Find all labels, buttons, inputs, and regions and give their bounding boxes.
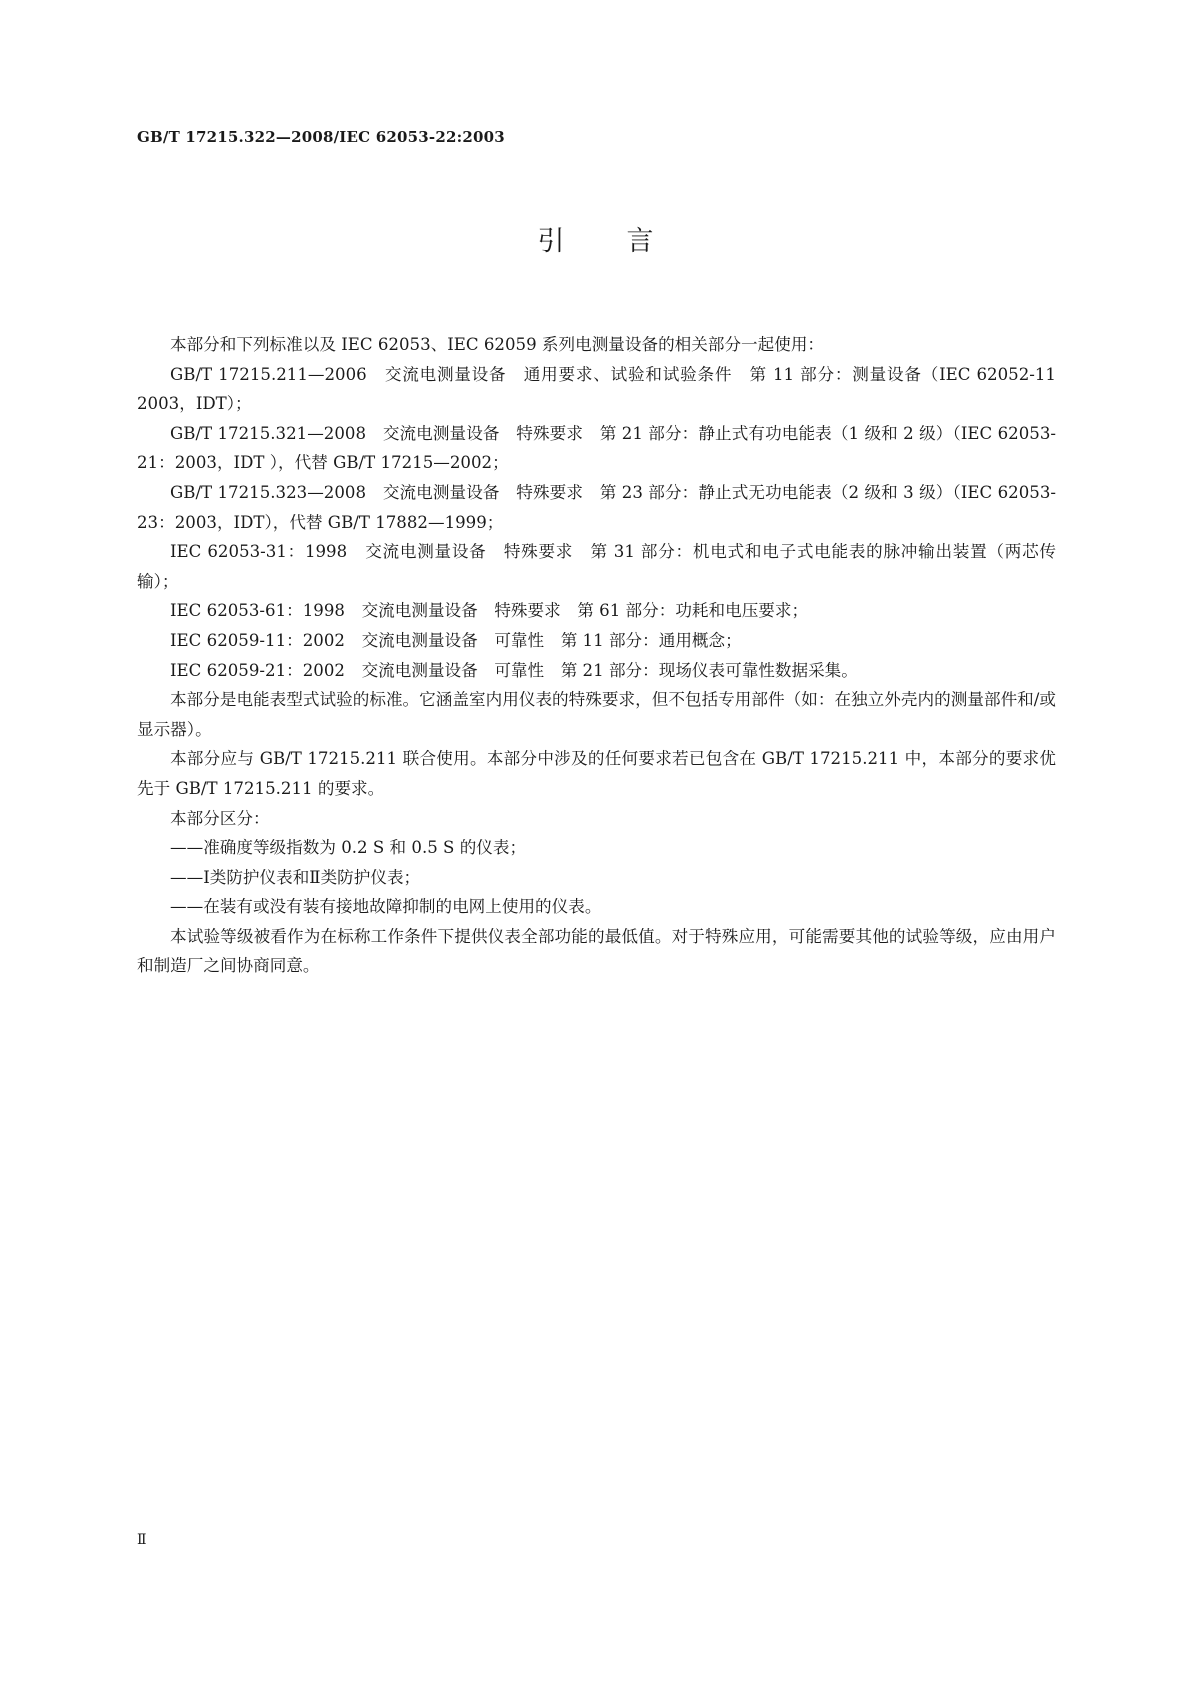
reference-item: IEC 62053-31：1998 交流电测量设备 特殊要求 第 31 部分：机电式和电子式电能表的脉冲输出装置（两芯传输）； (137, 542, 1056, 591)
reference-item: IEC 62059-11：2002 交流电测量设备 可靠性 第 11 部分：通用概念； (170, 630, 742, 650)
page-number: Ⅱ (137, 1532, 147, 1548)
reference-item: GB/T 17215.323—2008 交流电测量设备 特殊要求 第 23 部分：静止式无功电能表（2 级和 3 级）（IEC 62053-23：2003，IDT），代替 GB/T 17882—1999； (137, 482, 1056, 532)
list-item: ——Ⅰ类防护仪表和Ⅱ类防护仪表； (170, 867, 421, 887)
reference-item: GB/T 17215.321—2008 交流电测量设备 特殊要求 第 21 部分：静止式有功电能表（1 级和 2 级）（IEC 62053-21：2003，IDT ），代替 GB/T 17215—2002； (137, 423, 1056, 473)
reference-item: IEC 62059-21：2002 交流电测量设备 可靠性 第 21 部分：现场仪表可靠性数据采集。 (170, 660, 858, 680)
standard-number-header: GB/T 17215.322—2008/IEC 62053-22:2003 (137, 128, 505, 146)
paragraph-scope: 本部分是电能表型式试验的标准。它涵盖室内用仪表的特殊要求，但不包括专用部件（如：在独立外壳内的测量部件和/或显示器）。 (137, 690, 1056, 739)
list-item: ——在装有或没有装有接地故障抑制的电网上使用的仪表。 (170, 897, 602, 917)
reference-item: IEC 62053-61：1998 交流电测量设备 特殊要求 第 61 部分：功耗和电压要求； (170, 601, 809, 621)
paragraph-distinction: 本部分区分： (170, 808, 270, 828)
page-title (0, 228, 1191, 255)
paragraph-intro: 本部分和下列标准以及 IEC 62053、IEC 62059 系列电测量设备的相关部分一起使用： (170, 335, 825, 354)
reference-item: GB/T 17215.211—2006 交流电测量设备 通用要求、试验和试验条件 第 11 部分：测量设备（IEC 62052-11 2003，IDT）； (137, 364, 1056, 414)
title-char-1: 引 (537, 226, 565, 257)
paragraph-test-level: 本试验等级被看作为在标称工作条件下提供仪表全部功能的最低值。对于特殊应用，可能需要其他的试验等级，应由用户和制造厂之间协商同意。 (137, 926, 1056, 976)
title-char-2: 言 (626, 226, 654, 257)
paragraph-usage: 本部分应与 GB/T 17215.211 联合使用。本部分中涉及的任何要求若已包含在 GB/T 17215.211 中，本部分的要求优先于 GB/T 17215.211 的要求。 (137, 749, 1056, 798)
list-item: ——准确度等级指数为 0.2 S 和 0.5 S 的仪表； (170, 838, 527, 858)
introduction-body (137, 330, 1056, 981)
